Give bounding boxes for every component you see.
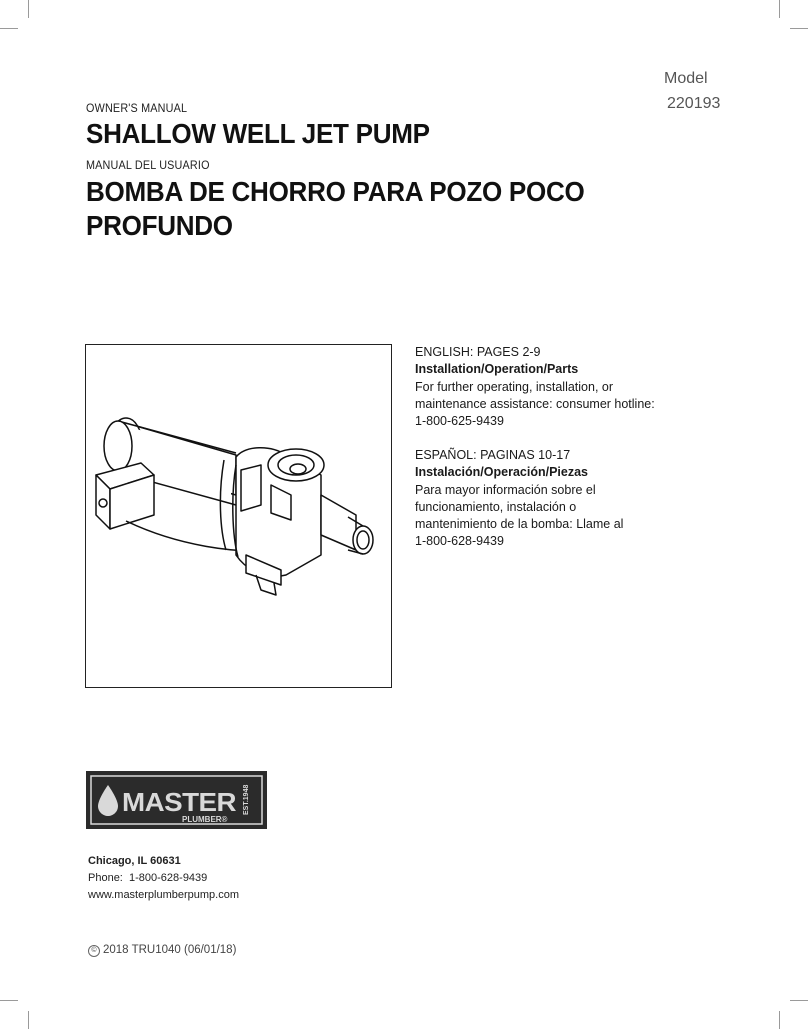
spanish-help-line1: Para mayor información sobre el — [415, 482, 596, 497]
english-pages: ENGLISH: PAGES 2-9 — [415, 345, 541, 359]
spanish-sections: Instalación/Operación/Piezas — [415, 465, 588, 480]
copyright-icon: © — [88, 945, 100, 957]
english-title: SHALLOW WELL JET PUMP — [86, 118, 430, 149]
crop-mark — [779, 0, 780, 18]
model-label: Model — [664, 70, 708, 87]
contact-phone-label: Phone: — [88, 872, 123, 884]
spanish-phone: 1-800-628-9439 — [415, 534, 504, 549]
crop-mark — [0, 28, 18, 29]
jet-pump-drawing — [86, 345, 391, 687]
english-help-line1: For further operating, installation, or — [415, 379, 614, 394]
english-info — [415, 344, 715, 430]
spanish-pages: ESPAÑOL: PAGINAS 10-17 — [415, 448, 571, 462]
contact-block — [88, 853, 239, 904]
owners-manual-label: OWNER'S MANUAL — [86, 101, 188, 115]
spanish-help-line3: mantenimiento de la bomba: Llame al — [415, 517, 624, 532]
contact-website: www.masterplumberpump.com — [88, 889, 239, 901]
contact-phone-row — [88, 870, 239, 887]
manual-del-usuario-label: MANUAL DEL USUARIO — [86, 158, 210, 172]
contact-city: Chicago, IL 60631 — [88, 855, 181, 867]
spanish-info — [415, 447, 715, 551]
footer-text: 2018 TRU1040 (06/01/18) — [103, 944, 237, 956]
contact-phone: 1-800-628-9439 — [129, 872, 208, 884]
crop-mark — [790, 28, 808, 29]
crop-mark — [779, 1011, 780, 1029]
logo-sub: PLUMBER® — [182, 815, 228, 824]
pump-illustration — [85, 344, 392, 688]
spanish-title-line2: PROFUNDO — [86, 210, 233, 241]
english-sections: Installation/Operation/Parts — [415, 362, 579, 377]
crop-mark — [28, 0, 29, 18]
logo-brand: MASTER — [122, 787, 237, 817]
crop-mark — [790, 1000, 808, 1001]
english-phone: 1-800-625-9439 — [415, 414, 504, 429]
crop-mark — [28, 1011, 29, 1029]
model-number: 220193 — [667, 95, 721, 112]
english-help-line2: maintenance assistance: consumer hotline: — [415, 396, 655, 411]
spanish-help-line2: funcionamiento, instalación o — [415, 499, 577, 514]
master-plumber-logo — [86, 771, 267, 829]
footer — [88, 944, 236, 957]
crop-mark — [0, 1000, 18, 1001]
spanish-title-line1: BOMBA DE CHORRO PARA POZO POCO — [86, 176, 585, 207]
logo-est: EST.1948 — [243, 784, 250, 815]
